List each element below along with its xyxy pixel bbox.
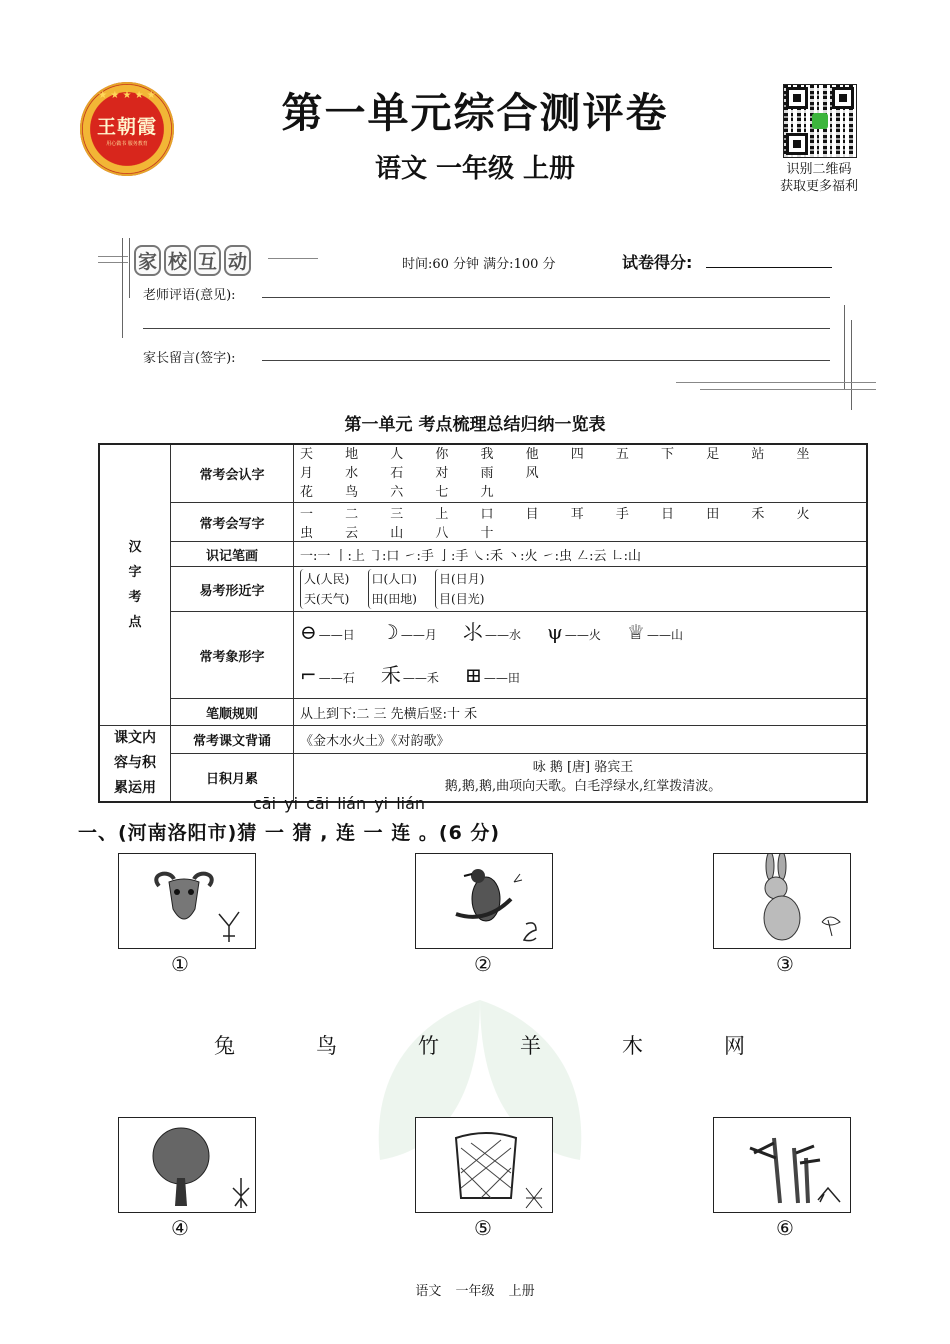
row-label-renzi: 常考会认字 xyxy=(171,444,294,503)
row-label-bihua: 识记笔画 xyxy=(171,542,294,567)
rabbit-icon xyxy=(714,854,850,948)
similar-pair: 日(日月) 目(目光) xyxy=(435,569,484,609)
row-label-beisong: 常考课文背诵 xyxy=(171,726,294,754)
grain-glyph-icon: ⽲ xyxy=(380,663,401,687)
similar-pair: 口(人口) 田(田地) xyxy=(368,569,417,609)
row-content-xiangxing xyxy=(294,612,868,699)
parent-comment-field[interactable] xyxy=(262,360,830,361)
sun-glyph-icon: ⊖ xyxy=(300,620,317,644)
row-content-xiezi: 一 二 三 上 口 目 耳 手 日 田 禾 火 虫 云 山 八 十 xyxy=(294,503,868,542)
picture-bird[interactable] xyxy=(415,853,553,949)
logo-text: 王朝霞 xyxy=(96,116,157,138)
qr-code-icon[interactable] xyxy=(783,84,857,158)
pictograph-moon: ☽ ——月 xyxy=(380,620,437,644)
bird-icon xyxy=(416,854,552,948)
answer-char-zhu[interactable]: 竹 xyxy=(418,1034,439,1058)
logo-slogan: 用心做书 服务教育 xyxy=(106,141,148,147)
picture-number-2: ② xyxy=(474,952,492,976)
answer-char-yang[interactable]: 羊 xyxy=(520,1034,541,1058)
mountain-glyph-icon: ♕ xyxy=(627,620,645,644)
fire-glyph-icon: ψ xyxy=(547,620,563,644)
parent-comment-label: 家长留言(签字): xyxy=(143,351,236,366)
row-label-jilei: 日积月累 xyxy=(171,753,294,802)
row-content-beisong: 《金木水火土》《对韵歌》 xyxy=(294,726,868,754)
picture-number-5: ⑤ xyxy=(474,1216,492,1240)
row-content-xingjin xyxy=(294,567,868,612)
picture-bamboo[interactable] xyxy=(713,1117,851,1213)
category-kewen: 课文内 容与积 累运用 xyxy=(99,726,171,803)
summary-title: 第一单元 考点梳理总结归纳一览表 xyxy=(344,415,606,435)
pictograph-field: ⊞ ——田 xyxy=(465,663,520,687)
picture-number-4: ④ xyxy=(171,1216,189,1240)
pictograph-fire: ψ ——火 xyxy=(547,620,601,644)
teacher-comment-field[interactable] xyxy=(262,297,830,298)
score-field[interactable] xyxy=(706,267,832,268)
water-glyph-icon: ⺢ xyxy=(463,620,484,644)
row-label-xingjin: 易考形近字 xyxy=(171,567,294,612)
question-1-title: 一、(河南洛阳市)猜 一 猜 , 连 一 连 。(6 分) xyxy=(78,822,501,844)
pictograph-sun: ⊖ ——日 xyxy=(300,620,355,644)
wechat-icon xyxy=(812,113,828,129)
row-content-bihua: 一:一 丨:上 ㇆:口 ㇀:手 亅:手 ㇏:禾 丶:火 ㇀:虫 ㇜:云 ㇗:山 xyxy=(294,542,868,567)
exam-meta: 时间:60 分钟 满分:100 分 xyxy=(402,257,556,272)
poem-text: 鹅,鹅,鹅,曲项向天歌。白毛浮绿水,红掌拨清波。 xyxy=(444,779,722,795)
similar-pair: 人(人民) 天(天气) xyxy=(300,569,349,609)
picture-number-3: ③ xyxy=(776,952,794,976)
summary-table xyxy=(98,443,868,803)
picture-goat[interactable] xyxy=(118,853,256,949)
net-icon xyxy=(416,1118,552,1212)
pictograph-grain: ⽲ ——禾 xyxy=(380,663,439,687)
picture-rabbit[interactable] xyxy=(713,853,851,949)
answer-char-mu[interactable]: 木 xyxy=(622,1034,643,1058)
answer-char-niao[interactable]: 鸟 xyxy=(316,1034,337,1058)
pictograph-mountain: ♕ ——山 xyxy=(627,620,683,644)
row-content-renzi: 天 地 人 你 我 他 四 五 下 足 站 坐 月 水 石 对 雨 风 花 鸟 六 七 九 xyxy=(294,444,868,503)
category-hanzi: 汉 字 考 点 xyxy=(99,444,171,726)
poem-title: 咏 鹅 [唐] 骆宾王 xyxy=(532,760,634,776)
picture-net[interactable] xyxy=(415,1117,553,1213)
logo-stars-icon: ★ ★ ★ ★ ★ xyxy=(98,90,156,101)
picture-tree[interactable] xyxy=(118,1117,256,1213)
pictograph-stone: ⌐ ——石 xyxy=(300,663,355,687)
picture-number-1: ① xyxy=(171,952,189,976)
row-content-bishun: 从上到下:二 三 先横后竖:十 禾 xyxy=(294,699,868,726)
row-label-xiangxing: 常考象形字 xyxy=(171,612,294,699)
question-pinyin: cāi yi cāi lián yi lián xyxy=(253,794,426,813)
pictograph-water: ⺢ ——水 xyxy=(463,620,522,644)
qr-caption: 识别二维码 获取更多福利 xyxy=(779,162,858,194)
moon-glyph-icon: ☽ xyxy=(380,620,399,644)
page-subtitle: 语文 一年级 上册 xyxy=(374,154,576,184)
score-label: 试卷得分: xyxy=(622,253,693,272)
bamboo-icon xyxy=(714,1118,850,1212)
answer-char-tu[interactable]: 兔 xyxy=(214,1034,235,1058)
teacher-comment-label: 老师评语(意见): xyxy=(143,288,236,303)
row-label-xiezi: 常考会写字 xyxy=(171,503,294,542)
goat-head-icon xyxy=(119,854,255,948)
page-footer: 语文 一年级 上册 xyxy=(415,1284,535,1299)
tree-icon xyxy=(119,1118,255,1212)
stone-glyph-icon: ⌐ xyxy=(300,663,317,687)
field-glyph-icon: ⊞ xyxy=(465,663,482,687)
teacher-comment-field-2[interactable] xyxy=(143,328,830,329)
page-title: 第一单元综合测评卷 xyxy=(281,89,669,137)
answer-char-wang[interactable]: 网 xyxy=(724,1034,745,1058)
row-label-bishun: 笔顺规则 xyxy=(171,699,294,726)
home-school-badge: 家 校 互 动 xyxy=(134,245,254,276)
picture-number-6: ⑥ xyxy=(776,1216,794,1240)
